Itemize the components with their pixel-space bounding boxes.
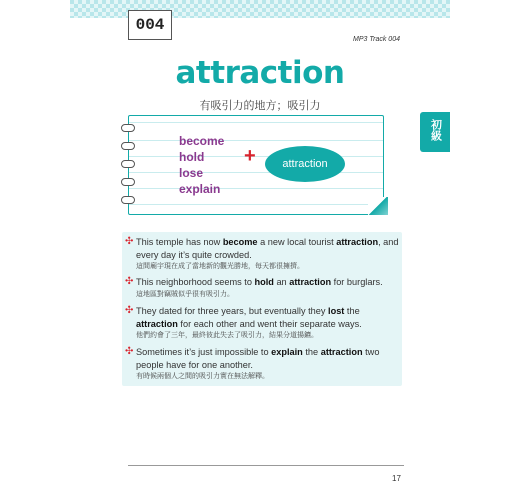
example-item	[122, 272, 402, 304]
sentence-text: This neighborhood seems to	[136, 277, 255, 287]
example-translation: 這間廟宇現在成了當地新的觀光勝地，每天都很擁擠。	[136, 263, 304, 270]
collocation-verb: become	[179, 134, 225, 148]
highlighted-word: become	[222, 237, 258, 247]
level-tab-label: 初級	[429, 119, 442, 141]
page-number: 17	[392, 474, 401, 483]
collocation-verb: explain	[179, 182, 221, 196]
plus-icon: +	[244, 145, 256, 167]
example-item	[122, 301, 402, 345]
word-meaning: 有吸引力的地方；吸引力	[199, 100, 321, 112]
example-sentence	[136, 305, 402, 330]
word-title: attraction	[175, 55, 345, 91]
ring-icon	[121, 178, 135, 186]
ring-icon	[121, 196, 135, 204]
sentence-text: They dated for three years, but eventually they	[136, 306, 329, 316]
mp3-track-label: MP3 Track 004	[353, 36, 400, 43]
example-sentence	[136, 346, 402, 371]
highlighted-word: lost	[328, 306, 345, 316]
highlighted-word: attraction	[136, 318, 178, 329]
example-sentence	[136, 236, 402, 261]
example-translation: 這地區對竊賊似乎很有吸引力。	[136, 290, 234, 298]
example-item	[122, 232, 402, 276]
entry-number: 004	[128, 10, 172, 40]
highlighted-word: attraction	[336, 237, 379, 247]
ring-icon	[121, 160, 135, 168]
sentence-text: for each other and went their separate ways.	[177, 318, 362, 329]
sentence-text: the	[344, 306, 360, 316]
collocation-noun: attraction	[265, 146, 345, 182]
ring-icon	[121, 124, 135, 132]
footer-divider	[128, 465, 404, 466]
example-sentence	[136, 276, 402, 289]
header-checker-band	[70, 0, 450, 18]
collocation-notebook	[128, 115, 384, 215]
highlighted-word: hold	[254, 277, 274, 287]
example-item	[122, 342, 402, 386]
example-translation: 有時候兩個人之間的吸引力實在無法解釋。	[136, 373, 269, 380]
highlighted-word: attraction	[289, 277, 332, 287]
cross-bullet-icon: ✣	[125, 236, 134, 247]
level-tab[interactable]	[420, 112, 450, 152]
collocation-verb: hold	[179, 150, 205, 164]
sentence-text: the	[302, 347, 321, 357]
cross-bullet-icon: ✣	[125, 276, 134, 287]
sentence-text: a new local tourist	[257, 237, 337, 247]
sentence-text: for burglars.	[331, 277, 383, 287]
ring-icon	[121, 142, 135, 150]
collocation-verb: lose	[179, 166, 204, 180]
sentence-text: , and every day it’s quite crowded.	[136, 237, 399, 260]
sentence-text: Sometimes it’s just impossible to	[136, 347, 272, 357]
highlighted-word: attraction	[320, 347, 363, 357]
highlighted-word: explain	[271, 347, 303, 357]
sentence-text: an	[273, 277, 290, 287]
sentence-text: This temple has now	[136, 237, 223, 247]
sentence-text: two people have for one another.	[136, 347, 380, 370]
example-translation: 他們約會了三年，最終彼此失去了吸引力，結果分道揚鑣。	[136, 332, 318, 339]
page-fold-icon	[368, 197, 388, 215]
cross-bullet-icon: ✣	[125, 305, 134, 316]
cross-bullet-icon: ✣	[125, 346, 134, 357]
